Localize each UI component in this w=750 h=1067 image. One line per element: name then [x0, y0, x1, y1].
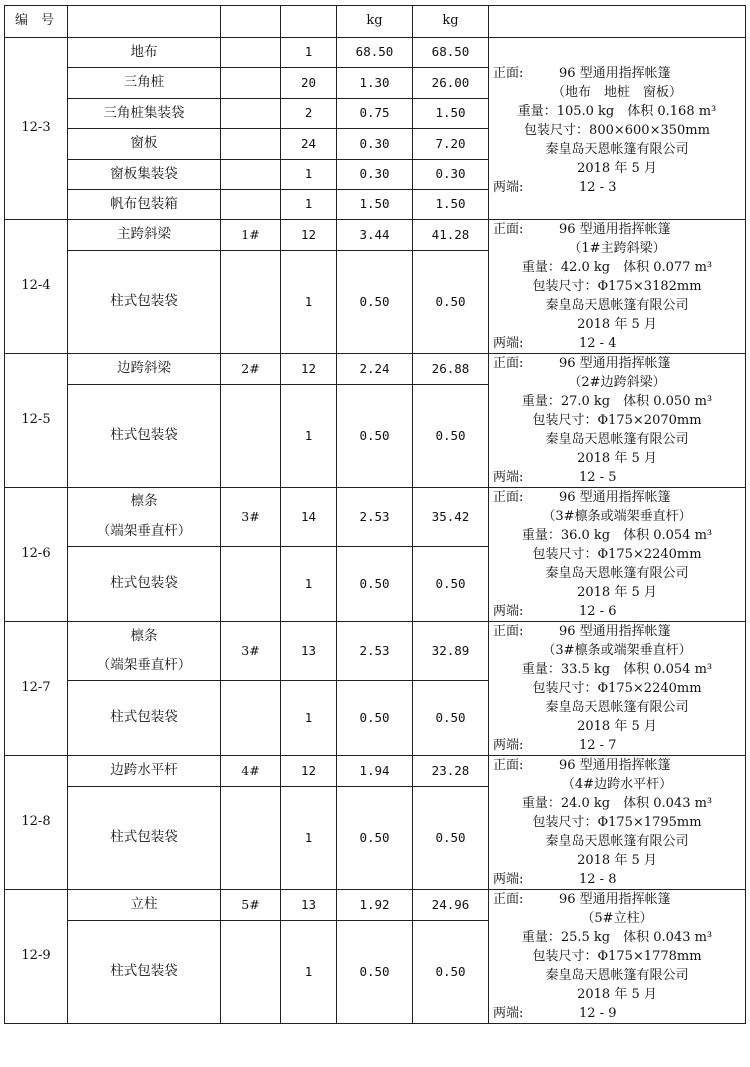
- item-unit-weight: 0.50: [337, 384, 413, 487]
- item-unit-weight: 0.50: [337, 546, 413, 621]
- item-name: [68, 160, 221, 190]
- item-name: [68, 756, 221, 787]
- item-qty: 1: [281, 384, 337, 487]
- item-unit-weight: 0.50: [337, 250, 413, 353]
- table-row: [5, 622, 746, 681]
- note-subtitle: （3#檩条或端架垂直杆）: [542, 643, 692, 658]
- item-qty: 1: [281, 786, 337, 889]
- note-weight: 重量：36.0 kg 体积 0.054 m³: [521, 528, 713, 543]
- note-size: 包装尺寸：Φ175×1778mm: [532, 949, 702, 964]
- item-name: [68, 681, 221, 756]
- company-line: [489, 140, 745, 159]
- item-spec: [221, 786, 281, 889]
- item-name: [68, 546, 221, 621]
- company-line: [489, 698, 745, 717]
- subtitle-line: [489, 83, 745, 102]
- item-name-text: 边跨水平杆: [110, 762, 178, 779]
- note-date: 2018 年 5 月: [577, 317, 657, 332]
- note-front-label: 正面:: [493, 356, 524, 371]
- table-row: [5, 354, 746, 385]
- note-ends-label: 两端:: [493, 872, 524, 887]
- item-qty: 24: [281, 129, 337, 160]
- item-unit-weight: 0.30: [337, 129, 413, 160]
- weight-line: [489, 392, 745, 411]
- weight-line: [489, 258, 745, 277]
- item-total-weight: 24.96: [413, 890, 489, 921]
- note-title: 96 型通用指挥帐篷: [559, 490, 671, 505]
- item-unit-weight: 2.53: [337, 622, 413, 681]
- item-total-weight: 0.50: [413, 384, 489, 487]
- item-name-sub: （端架垂直杆）: [96, 657, 192, 674]
- item-spec: [221, 488, 281, 547]
- note-company: 秦皇岛天恩帐篷有限公司: [545, 142, 689, 157]
- package-label-note: [489, 890, 746, 1024]
- item-unit-weight: 1.30: [337, 68, 413, 99]
- ends-line: [489, 602, 745, 621]
- note-company: 秦皇岛天恩帐篷有限公司: [545, 834, 689, 849]
- note-weight: 重量：105.0 kg 体积 0.168 m³: [517, 104, 717, 119]
- item-name: [68, 920, 221, 1023]
- item-qty: 13: [281, 890, 337, 921]
- note-size: 包装尺寸：Φ175×2240mm: [532, 681, 702, 696]
- note-date: 2018 年 5 月: [577, 853, 657, 868]
- item-name-text: 柱式包装袋: [110, 575, 178, 592]
- item-total-weight: 41.28: [413, 220, 489, 251]
- note-title: 96 型通用指挥帐篷: [559, 222, 671, 237]
- ends-line: [489, 468, 745, 487]
- note-title: 96 型通用指挥帐篷: [559, 356, 671, 371]
- item-name-text: 檩条: [130, 627, 158, 644]
- item-unit-weight: 1.92: [337, 890, 413, 921]
- title-line: [489, 220, 745, 239]
- item-spec: [221, 250, 281, 353]
- group-code: 12-8: [5, 756, 68, 890]
- ends-line: [489, 736, 745, 755]
- item-name-text: 三角桩: [123, 74, 165, 91]
- item-name-text: 立柱: [130, 896, 158, 913]
- company-line: [489, 966, 745, 985]
- note-front-label: 正面:: [493, 490, 524, 505]
- note-date: 2018 年 5 月: [577, 585, 657, 600]
- item-unit-weight: 0.75: [337, 99, 413, 129]
- item-name-text: 柱式包装袋: [110, 293, 178, 310]
- item-unit-weight: 2.24: [337, 354, 413, 385]
- size-line: [489, 947, 745, 966]
- group-code: 12-6: [5, 488, 68, 622]
- note-ends-code: 12 - 8: [579, 872, 617, 887]
- item-unit-weight: 1.94: [337, 756, 413, 787]
- item-qty: 12: [281, 354, 337, 385]
- item-name: [68, 250, 221, 353]
- note-front-label: 正面:: [493, 758, 524, 773]
- item-total-weight: 0.50: [413, 786, 489, 889]
- item-name-text: 窗板集装袋: [110, 165, 178, 182]
- item-qty: 13: [281, 622, 337, 681]
- item-name-text: 帆布包装箱: [110, 195, 178, 212]
- package-label-note: [489, 622, 746, 756]
- item-spec: [221, 384, 281, 487]
- item-name-text: 主跨斜梁: [117, 226, 171, 243]
- item-name: [68, 99, 221, 129]
- note-ends-label: 两端:: [493, 738, 524, 753]
- item-qty: 1: [281, 250, 337, 353]
- item-name: [68, 622, 221, 681]
- item-total-weight: 7.20: [413, 129, 489, 160]
- item-spec: [221, 354, 281, 385]
- item-total-weight: 35.42: [413, 488, 489, 547]
- package-label-note: [489, 354, 746, 488]
- item-name: [68, 786, 221, 889]
- item-name-text: 柱式包装袋: [110, 427, 178, 444]
- item-name: [68, 890, 221, 921]
- note-title: 96 型通用指挥帐篷: [559, 758, 671, 773]
- note-ends-label: 两端:: [493, 1006, 524, 1021]
- note-company: 秦皇岛天恩帐篷有限公司: [545, 432, 689, 447]
- note-date: 2018 年 5 月: [577, 161, 657, 176]
- header-code: 编 号: [5, 6, 68, 38]
- group-code: 12-5: [5, 354, 68, 488]
- item-spec: [221, 681, 281, 756]
- weight-line: [489, 928, 745, 947]
- date-line: [489, 717, 745, 736]
- note-ends-label: 两端:: [493, 470, 524, 485]
- weight-line: [489, 102, 745, 121]
- item-name: [68, 354, 221, 385]
- note-front-label: 正面:: [493, 892, 524, 907]
- date-line: [489, 315, 745, 334]
- note-size: 包装尺寸：Φ175×3182mm: [532, 279, 702, 294]
- size-line: [489, 411, 745, 430]
- package-label-note: [489, 756, 746, 890]
- item-spec: [221, 756, 281, 787]
- item-total-weight: 32.89: [413, 622, 489, 681]
- header-name: [68, 6, 221, 38]
- note-size: 包装尺寸：Φ175×1795mm: [532, 815, 702, 830]
- note-ends-label: 两端:: [493, 180, 524, 195]
- note-size: 包装尺寸：Φ175×2240mm: [532, 547, 702, 562]
- item-qty: 2: [281, 99, 337, 129]
- note-title: 96 型通用指挥帐篷: [559, 624, 671, 639]
- item-unit-weight: 0.50: [337, 681, 413, 756]
- header-qty: [281, 6, 337, 38]
- company-line: [489, 296, 745, 315]
- spec-text: 3#: [241, 508, 260, 524]
- note-ends-code: 12 - 9: [579, 1006, 617, 1021]
- date-line: [489, 985, 745, 1004]
- note-ends-label: 两端:: [493, 336, 524, 351]
- spec-text: 5#: [241, 896, 260, 912]
- company-line: [489, 832, 745, 851]
- header-spec: [221, 6, 281, 38]
- date-line: [489, 851, 745, 870]
- size-line: [489, 121, 745, 140]
- item-total-weight: 0.50: [413, 250, 489, 353]
- note-subtitle: （1#主跨斜梁）: [568, 241, 666, 256]
- size-line: [489, 813, 745, 832]
- title-line: [489, 756, 745, 775]
- item-name-text: 边跨斜梁: [117, 360, 171, 377]
- table-row: [5, 220, 746, 251]
- item-name: [68, 384, 221, 487]
- item-qty: 1: [281, 190, 337, 220]
- item-qty: 14: [281, 488, 337, 547]
- weight-line: [489, 794, 745, 813]
- item-spec: [221, 190, 281, 220]
- item-unit-weight: 0.50: [337, 920, 413, 1023]
- note-front-label: 正面:: [493, 66, 524, 81]
- company-line: [489, 564, 745, 583]
- note-weight: 重量：25.5 kg 体积 0.043 m³: [521, 930, 713, 945]
- header-note: [489, 6, 746, 38]
- date-line: [489, 449, 745, 468]
- ends-line: [489, 1004, 745, 1023]
- note-subtitle: （2#边跨斜梁）: [568, 375, 666, 390]
- group-code: 12-3: [5, 38, 68, 220]
- note-front-label: 正面:: [493, 222, 524, 237]
- packing-list-table: [4, 5, 746, 1024]
- item-name-text: 柱式包装袋: [110, 963, 178, 980]
- ends-line: [489, 334, 745, 353]
- item-total-weight: 0.50: [413, 920, 489, 1023]
- item-name-text: 地布: [130, 43, 158, 60]
- package-label-note: [489, 38, 746, 220]
- item-total-weight: 0.50: [413, 546, 489, 621]
- note-date: 2018 年 5 月: [577, 451, 657, 466]
- package-label-note: [489, 488, 746, 622]
- title-line: [489, 622, 745, 641]
- note-ends-code: 12 - 3: [579, 180, 617, 195]
- company-line: [489, 430, 745, 449]
- item-name-text: 柱式包装袋: [110, 709, 178, 726]
- item-total-weight: 1.50: [413, 190, 489, 220]
- item-spec: [221, 38, 281, 68]
- ends-line: [489, 870, 745, 889]
- date-line: [489, 583, 745, 602]
- note-ends-code: 12 - 7: [579, 738, 617, 753]
- header-row: [5, 6, 746, 38]
- item-total-weight: 0.30: [413, 160, 489, 190]
- table-row: [5, 38, 746, 68]
- subtitle-line: [489, 909, 745, 928]
- item-qty: 1: [281, 38, 337, 68]
- item-qty: 1: [281, 546, 337, 621]
- item-name: [68, 220, 221, 251]
- item-unit-weight: 3.44: [337, 220, 413, 251]
- note-subtitle: （5#立柱）: [581, 911, 653, 926]
- item-spec: [221, 68, 281, 99]
- note-subtitle: （4#边跨水平杆）: [561, 777, 673, 792]
- group-code: 12-7: [5, 622, 68, 756]
- item-qty: 1: [281, 920, 337, 1023]
- item-unit-weight: 68.50: [337, 38, 413, 68]
- item-total-weight: 26.88: [413, 354, 489, 385]
- note-weight: 重量：42.0 kg 体积 0.077 m³: [521, 260, 713, 275]
- note-front-label: 正面:: [493, 624, 524, 639]
- item-spec: [221, 890, 281, 921]
- note-subtitle: （3#檩条或端架垂直杆）: [542, 509, 692, 524]
- note-weight: 重量：27.0 kg 体积 0.050 m³: [521, 394, 713, 409]
- note-company: 秦皇岛天恩帐篷有限公司: [545, 968, 689, 983]
- size-line: [489, 545, 745, 564]
- spec-text: 1#: [241, 226, 260, 242]
- item-unit-weight: 2.53: [337, 488, 413, 547]
- title-line: [489, 488, 745, 507]
- item-qty: 20: [281, 68, 337, 99]
- header-total-weight: kg: [413, 6, 489, 38]
- note-ends-label: 两端:: [493, 604, 524, 619]
- weight-line: [489, 526, 745, 545]
- item-name: [68, 68, 221, 99]
- item-spec: [221, 546, 281, 621]
- item-total-weight: 26.00: [413, 68, 489, 99]
- item-total-weight: 68.50: [413, 38, 489, 68]
- title-line: [489, 64, 745, 83]
- size-line: [489, 679, 745, 698]
- note-ends-code: 12 - 4: [579, 336, 617, 351]
- table-row: [5, 756, 746, 787]
- package-label-note: [489, 220, 746, 354]
- ends-line: [489, 178, 745, 197]
- item-qty: 12: [281, 756, 337, 787]
- note-size: 包装尺寸：Φ175×2070mm: [532, 413, 702, 428]
- spec-text: 2#: [241, 360, 260, 376]
- subtitle-line: [489, 775, 745, 794]
- item-name: [68, 488, 221, 547]
- group-code: 12-4: [5, 220, 68, 354]
- item-name-text: 三角桩集装袋: [103, 104, 185, 121]
- note-subtitle: （地布 地桩 窗板）: [551, 85, 682, 100]
- item-spec: [221, 920, 281, 1023]
- subtitle-line: [489, 507, 745, 526]
- item-spec: [221, 99, 281, 129]
- group-code: 12-9: [5, 890, 68, 1024]
- subtitle-line: [489, 239, 745, 258]
- title-line: [489, 354, 745, 373]
- weight-line: [489, 660, 745, 679]
- title-line: [489, 890, 745, 909]
- subtitle-line: [489, 641, 745, 660]
- item-name-text: 柱式包装袋: [110, 829, 178, 846]
- note-ends-code: 12 - 5: [579, 470, 617, 485]
- subtitle-line: [489, 373, 745, 392]
- item-qty: 1: [281, 681, 337, 756]
- note-size: 包装尺寸：800×600×350mm: [524, 123, 710, 138]
- item-name-text: 檩条: [130, 493, 158, 510]
- item-unit-weight: 1.50: [337, 190, 413, 220]
- item-unit-weight: 0.50: [337, 786, 413, 889]
- item-qty: 1: [281, 160, 337, 190]
- item-name: [68, 129, 221, 160]
- item-total-weight: 1.50: [413, 99, 489, 129]
- spec-text: 3#: [241, 642, 260, 658]
- item-unit-weight: 0.30: [337, 160, 413, 190]
- item-name-sub: （端架垂直杆）: [96, 522, 192, 539]
- item-spec: [221, 622, 281, 681]
- table-row: [5, 890, 746, 921]
- note-weight: 重量：33.5 kg 体积 0.054 m³: [521, 662, 713, 677]
- item-total-weight: 0.50: [413, 681, 489, 756]
- header-unit-weight: kg: [337, 6, 413, 38]
- item-spec: [221, 220, 281, 251]
- date-line: [489, 159, 745, 178]
- item-name: [68, 38, 221, 68]
- note-ends-code: 12 - 6: [579, 604, 617, 619]
- note-weight: 重量：24.0 kg 体积 0.043 m³: [521, 796, 713, 811]
- item-spec: [221, 129, 281, 160]
- note-company: 秦皇岛天恩帐篷有限公司: [545, 700, 689, 715]
- item-total-weight: 23.28: [413, 756, 489, 787]
- note-date: 2018 年 5 月: [577, 719, 657, 734]
- spec-text: 4#: [241, 762, 260, 778]
- note-date: 2018 年 5 月: [577, 987, 657, 1002]
- item-spec: [221, 160, 281, 190]
- size-line: [489, 277, 745, 296]
- note-title: 96 型通用指挥帐篷: [559, 892, 671, 907]
- table-row: [5, 488, 746, 547]
- item-qty: 12: [281, 220, 337, 251]
- note-company: 秦皇岛天恩帐篷有限公司: [545, 298, 689, 313]
- note-company: 秦皇岛天恩帐篷有限公司: [545, 566, 689, 581]
- item-name: [68, 190, 221, 220]
- item-name-text: 窗板: [130, 135, 158, 152]
- note-title: 96 型通用指挥帐篷: [559, 66, 671, 81]
